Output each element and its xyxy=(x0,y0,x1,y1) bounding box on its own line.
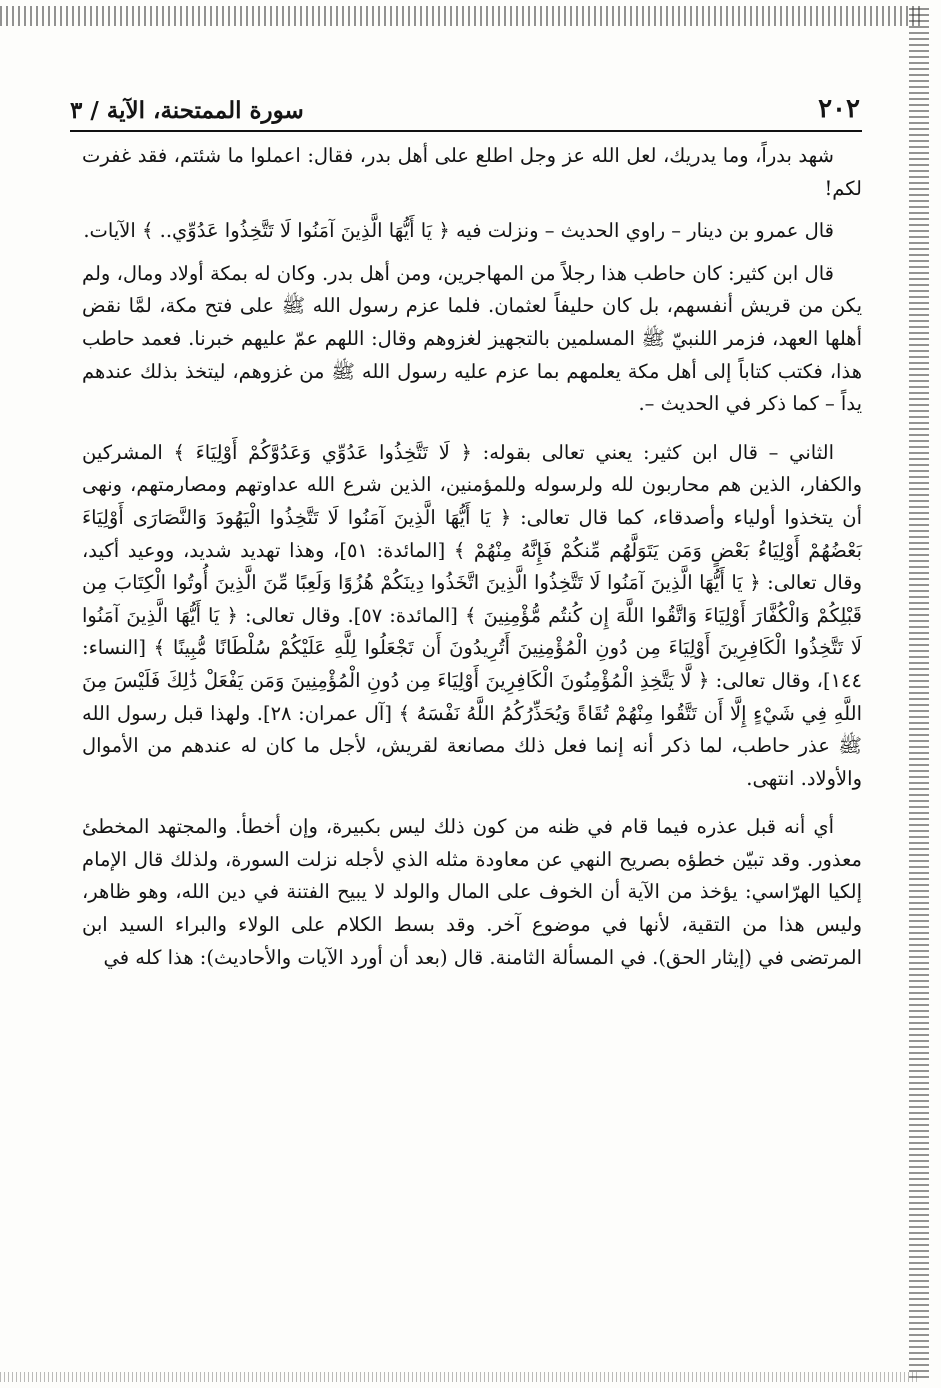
paragraph-ibn-kathir-hatib: قال ابن كثير: كان حاطب هذا رجلاً من المهاجرين، ومن أهل بدر. وكان له بمكة أولاد ومال، ولم يكن من قريش أنفسهم، بل كان حليفاً لعثمان. فلما عزم رسول الله ﷺ على فتح مكة، لمَّا نقض أهلها العهد، فزمر اللنبيّ ﷺ المسلمين بالتجهيز لغزوهم وقال: اللهم عمّ عليهم خبرنا. فعمد حاطب هذا، فكتب كتاباً إلى أهل مكة يعلمهم بما عزم عليه رسول الله ﷺ من غزوهم، ليتخذ بذلك عندهم يداً – كما ذكر في الحديث –. xyxy=(82,261,862,416)
decorative-border-right xyxy=(909,6,929,1378)
paragraph-second-point: الثاني – قال ابن كثير: يعني تعالى بقوله: ﴿ لَا تَتَّخِذُوا عَدُوِّي وَعَدُوَّكُمْ أَوْلِيَاءَ ﴾ المشركين والكفار، الذين هم محاربون لله ولرسوله وللمؤمنين، الذين شرع الله عداوتهم ومصارمتهم، ونهى أن يتخذوا أولياء وأصدقاء، كما قال تعالى: ﴿ يَا أَيُّهَا الَّذِينَ آمَنُوا لَا تَتَّخِذُوا الْيَهُودَ وَالنَّصَارَى أَوْلِيَاءَ بَعْضُهُمْ أَوْلِيَاءُ بَعْضٍ وَمَن يَتَوَلَّهُم مِّنكُمْ فَإِنَّهُ مِنْهُمْ ﴾ [المائدة: ٥١]، وهذا تهديد شديد، ووعيد أكيد، وقال تعالى: ﴿ يَا أَيُّهَا الَّذِينَ آمَنُوا لَا تَتَّخِذُوا الَّذِينَ اتَّخَذُوا دِينَكُمْ هُزُوًا وَلَعِبًا مِّنَ الَّذِينَ أُوتُوا الْكِتَابَ مِن قَبْلِكُمْ وَالْكُفَّارَ أَوْلِيَاءَ وَاتَّقُوا اللَّهَ إِن كُنتُم مُّؤْمِنِينَ ﴾ [المائدة: ٥٧]. وقال تعالى: ﴿ يَا أَيُّهَا الَّذِينَ آمَنُوا لَا تَتَّخِذُوا الْكَافِرِينَ أَوْلِيَاءَ مِن دُونِ الْمُؤْمِنِينَ أَتُرِيدُونَ أَن تَجْعَلُوا لِلَّهِ عَلَيْكُمْ سُلْطَانًا مُّبِينًا ﴾ [النساء: ١٤٤]، وقال تعالى: ﴿ لَّا يَتَّخِذِ الْمُؤْمِنُونَ الْكَافِرِينَ أَوْلِيَاءَ مِن دُونِ الْمُؤْمِنِينَ وَمَن يَفْعَلْ ذَٰلِكَ فَلَيْسَ مِنَ اللَّهِ فِي شَيْءٍ إِلَّا أَن تَتَّقُوا مِنْهُمْ تُقَاةً وَيُحَذِّرُكُمُ اللَّهُ نَفْسَهُ ﴾ [آل عمران: ٢٨]. ولهذا قبل رسول الله ﷺ عذر حاطب، لما ذكر أنه إنما فعل ذلك مصانعة لقريش، لأجل ما كان له عندهم من الأموال والأولاد. انتهى. xyxy=(82,440,863,790)
paragraph-hadith-end: شهد بدراً، وما يدريك، لعل الله عز وجل اطلع على أهل بدر، فقال: اعملوا ما شئتم، فقد غفرت لكم! xyxy=(82,144,862,200)
decorative-border-top xyxy=(0,6,920,26)
paragraph-commentary: أي أنه قبل عذره فيما قام في ظنه من كون ذلك ليس بكبيرة، وإن أخطأ. والمجتهد المخطئ معذور. وقد تبيّن خطؤه بصريح النهي عن معاودة مثله الذي لأجله نزلت السورة، ولذلك قال الإمام إلكيا الهرّاسي: يؤخذ من الآية أن الخوف على المال والولد لا يبيح الفتنة في دين الله، وهو ظاهر، وليس هذا من التقية، لأنها في موضوع آخر. وقد بسط الكلام على الولاء والبراء السيد ابن المرتضى في (إيثار الحق). في المسألة الثامنة. قال (بعد أن أورد الآيات والأحاديث): هذا كله في xyxy=(82,815,863,969)
header-rule xyxy=(70,130,862,132)
paragraph-amr-ibn-dinar: قال عمرو بن دينار – راوي الحديث – ونزلت فيه ﴿ يَا أَيُّهَا الَّذِينَ آمَنُوا لَا تَتَّخِذُوا عَدُوِّي.. ﴾ الآيات. xyxy=(83,219,834,243)
page-body xyxy=(82,140,862,974)
decorative-border-bottom xyxy=(0,1372,920,1382)
page-header xyxy=(70,80,860,124)
page-number: ٢٠٢ xyxy=(818,94,860,124)
running-title: سورة الممتحنة، الآية / ٣ xyxy=(70,97,304,124)
